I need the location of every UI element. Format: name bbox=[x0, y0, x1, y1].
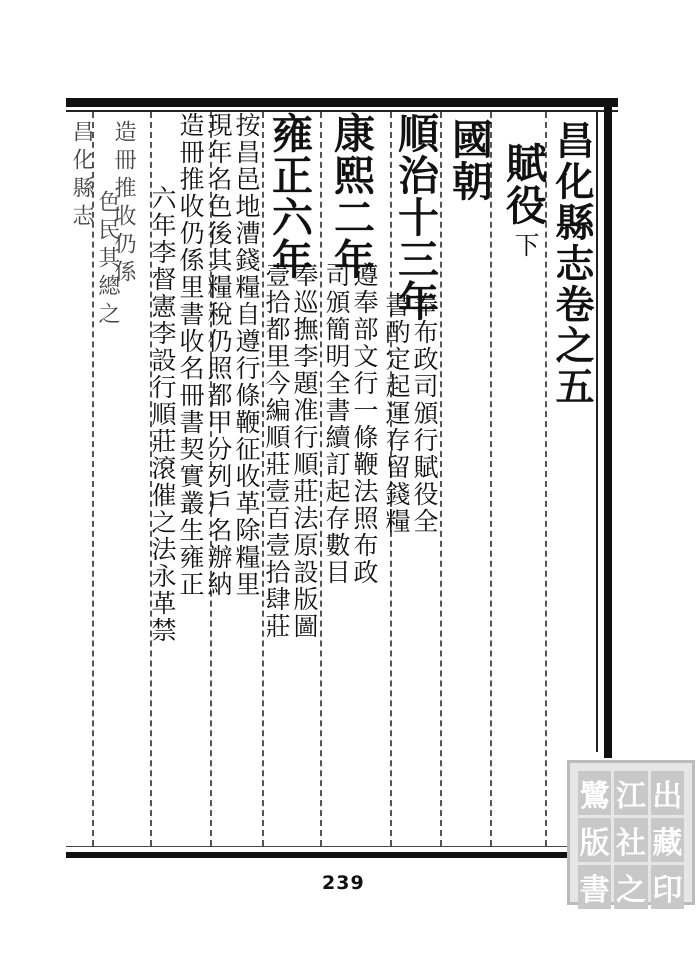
seal-char: 藏 bbox=[651, 818, 684, 862]
column-divider bbox=[440, 112, 442, 846]
entry-text-col-2: 書酌定起運存留錢糧 bbox=[382, 292, 411, 535]
bottom-border-thin bbox=[66, 846, 606, 847]
entry-text-col-4: 司頒簡明全書續訂起存數目 bbox=[322, 262, 351, 586]
seal-char: 書 bbox=[578, 865, 611, 909]
commentary-col-4: 六年李督憲李設行順莊滾催之法永革禁 bbox=[148, 185, 177, 644]
reign-year-yongzheng: 雍正六年 bbox=[265, 112, 313, 280]
reign-year-kangxi: 康熙二年 bbox=[327, 112, 375, 280]
seal-char: 之 bbox=[614, 865, 647, 909]
left-fragment-3: 昌化縣志 bbox=[69, 120, 94, 232]
entry-text-col-1: 奉布政司頒行賦役全 bbox=[410, 292, 439, 535]
seal-char: 印 bbox=[651, 865, 684, 909]
dynasty-heading: 國朝 bbox=[445, 118, 493, 202]
seal-char: 版 bbox=[578, 818, 611, 862]
section-heading: 賦役 bbox=[499, 142, 547, 226]
section-suffix: 下 bbox=[511, 232, 540, 259]
page-number: 239 bbox=[322, 872, 365, 894]
entry-text-col-6: 壹拾都里今編順莊壹百壹拾肆莊 bbox=[262, 262, 291, 640]
commentary-col-2: 現年名色後其糧稅仍照都甲分列戶名辦納 bbox=[204, 112, 233, 598]
right-border-thick bbox=[604, 98, 612, 758]
right-border-thin bbox=[596, 112, 598, 752]
reign-year-shunzhi: 順治十三年 bbox=[391, 112, 439, 322]
library-seal-stamp bbox=[567, 760, 695, 908]
left-fragment-2: 色民其總之 bbox=[95, 190, 120, 330]
commentary-col-1: 按昌邑地漕錢糧自遵行條鞭征收革除糧里 bbox=[232, 112, 261, 598]
top-border-thick bbox=[66, 98, 618, 107]
commentary-col-3: 造冊推收仍係里書收名冊書契實叢生雍正 bbox=[176, 112, 205, 598]
entry-text-col-3: 遵奉部文行一條鞭法照布政 bbox=[350, 262, 379, 586]
seal-char: 江 bbox=[614, 771, 647, 815]
entry-text-col-5: 奉巡撫李題准行順莊法原設版圖 bbox=[290, 262, 319, 640]
seal-char: 社 bbox=[614, 818, 647, 862]
bottom-border-thick bbox=[66, 852, 606, 858]
column-divider bbox=[490, 112, 492, 846]
left-fragment-1: 造冊推收仍係 bbox=[111, 120, 136, 288]
volume-title: 昌化縣志卷之五 bbox=[549, 120, 595, 407]
seal-char: 出 bbox=[651, 771, 684, 815]
seal-char: 鷺 bbox=[578, 771, 611, 815]
